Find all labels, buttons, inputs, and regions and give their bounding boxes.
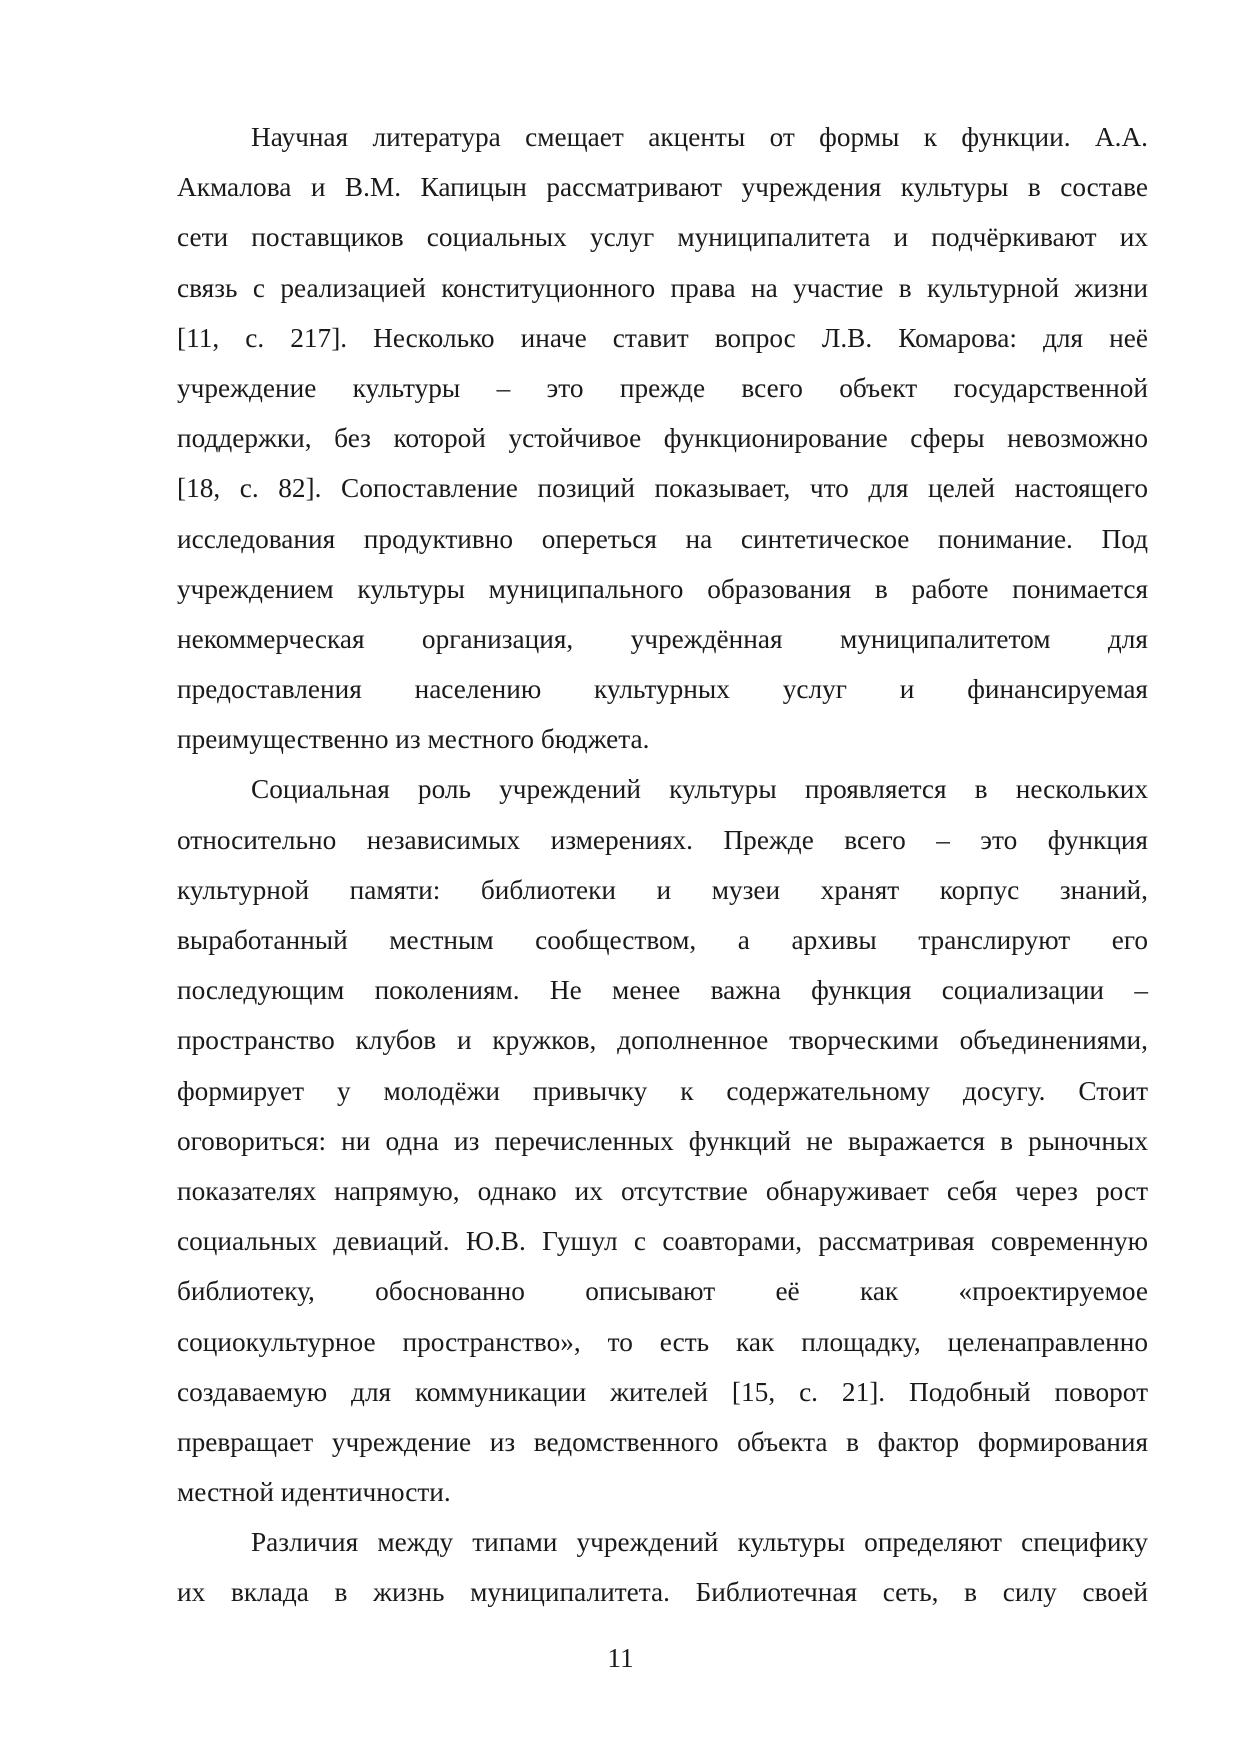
text-line: культурной памяти: библиотеки и музеи хранят корпус знаний, (177, 874, 1148, 905)
text-line: некоммерческая организация, учреждённая муниципалитетом для (177, 623, 1148, 654)
text-line: учреждением культуры муниципального образования в работе понимается (177, 573, 1148, 604)
text-line: социальных девиаций. Ю.В. Гушул с соавторами, рассматривая современную (177, 1226, 1148, 1257)
text-line: их вклада в жизнь муниципалитета. Библиотечная сеть, в силу своей (177, 1577, 1148, 1608)
text-line: предоставления населению культурных услуг и финансируемая (177, 674, 1148, 705)
text-line: Научная литература смещает акценты от формы к функции. А.А. (251, 122, 1148, 152)
text-line: выработанный местным сообществом, а архивы транслируют его (177, 925, 1148, 955)
text-line: относительно независимых измерениях. Прежде всего – это функция (177, 824, 1148, 855)
text-line: Различия между типами учреждений культуры определяют специфику (251, 1527, 1148, 1558)
text-line: Акмалова и В.М. Капицын рассматривают учреждения культуры в составе (177, 172, 1148, 203)
text-line: сети поставщиков социальных услуг муниципалитета и подчёркивают их (177, 222, 1148, 253)
text-line: учреждение культуры – это прежде всего объект государственной (177, 372, 1148, 403)
text-line: преимущественно из местного бюджета. (177, 724, 650, 755)
paragraph (177, 764, 1148, 1517)
text-line: формирует у молодёжи привычку к содержательному досугу. Стоит (177, 1075, 1148, 1106)
text-line: библиотеку, обоснованно описывают её как «проектируемое (177, 1276, 1148, 1307)
text-line: пространство клубов и кружков, дополненное творческими объединениями, (177, 1025, 1148, 1056)
text-line: создаваемую для коммуникации жителей [15, с. 21]. Подобный поворот (177, 1376, 1148, 1407)
paragraph (177, 1517, 1148, 1617)
page-number: 11 (607, 1643, 634, 1673)
paragraph (177, 112, 1148, 764)
text-line: исследования продуктивно опереться на синтетическое понимание. Под (177, 523, 1148, 554)
body-text (177, 112, 1148, 1618)
text-line: последующим поколениям. Не менее важна функция социализации – (177, 975, 1148, 1006)
text-line: показателях напрямую, однако их отсутствие обнаруживает себя через рост (177, 1175, 1148, 1206)
text-line: [18, с. 82]. Сопоставление позиций показывает, что для целей настоящего (177, 473, 1148, 504)
text-line: социокультурное пространство», то есть как площадку, целенаправленно (177, 1326, 1148, 1357)
text-line: превращает учреждение из ведомственного объекта в фактор формирования (177, 1426, 1148, 1457)
text-line: [11, с. 217]. Несколько иначе ставит вопрос Л.В. Комарова: для неё (177, 322, 1148, 353)
text-line: поддержки, без которой устойчивое функционирование сферы невозможно (177, 423, 1148, 454)
text-line: связь с реализацией конституционного права на участие в культурной жизни (177, 272, 1148, 303)
text-line: местной идентичности. (177, 1477, 451, 1508)
text-line: оговориться: ни одна из перечисленных функций не выражается в рыночных (177, 1125, 1148, 1156)
text-line: Социальная роль учреждений культуры проявляется в нескольких (251, 774, 1148, 805)
